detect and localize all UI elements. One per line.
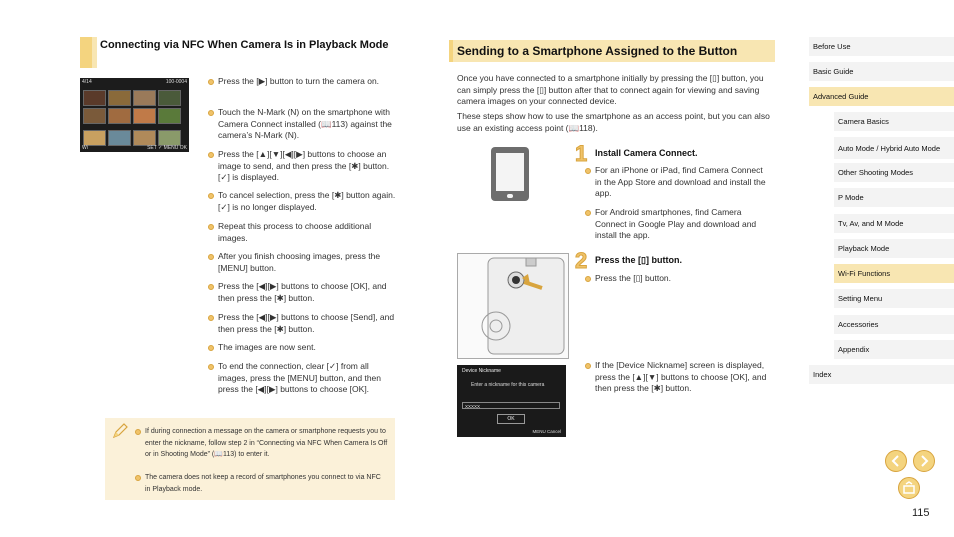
image-thumbnail — [83, 90, 106, 106]
nav-accessories[interactable]: Accessories — [834, 315, 954, 334]
image-thumbnail — [108, 108, 131, 124]
nickname-screen-title: Device Nickname — [462, 368, 501, 374]
bullet-item: To cancel selection, press the [✱] button again. [✓] is no longer displayed. — [218, 190, 396, 212]
bullet-item: Press the [◀][▶] buttons to choose [OK], and then press the [✱] button. — [218, 281, 396, 304]
section-marker — [80, 37, 92, 68]
nav-auto-mode[interactable]: Auto Mode / Hybrid Auto Mode — [834, 137, 954, 159]
smartphone-illustration — [491, 147, 529, 201]
prev-page-button[interactable] — [885, 450, 907, 472]
nav-index[interactable]: Index — [809, 365, 954, 384]
intro-paragraph-2: These steps show how to use the smartphone as an access point, but you can also use an existing access point (📖118). — [457, 111, 770, 133]
smartphone-screen — [496, 153, 524, 191]
screen-wifi-label: Wi — [82, 145, 88, 151]
note-box — [105, 418, 395, 500]
bullet-item: After you finish choosing images, press the [MENU] button. — [218, 251, 396, 274]
image-thumbnail — [83, 130, 106, 146]
step-title: Install Camera Connect. — [595, 148, 698, 158]
bullet-item: For an iPhone or iPad, find Camera Connect in the App Store and download and install the app. — [595, 165, 770, 200]
nav-setting-menu[interactable]: Setting Menu — [834, 289, 954, 308]
intro-paragraph: Once you have connected to a smartphone initially by pressing the [▯] button, you can simply press the [▯] button after that to connect again for viewing and saving camera images on your connected device. — [457, 73, 764, 106]
bullet-item: Repeat this process to choose additional images. — [218, 221, 396, 244]
bullet-item: Press the [▶] button to turn the camera on. — [218, 76, 393, 88]
nav-p-mode[interactable]: P Mode — [834, 188, 954, 207]
note-item: The camera does not keep a record of smartphones you connect to via NFC in Playback mode. — [145, 472, 388, 495]
section-marker-light — [92, 37, 97, 68]
image-thumbnail — [158, 130, 181, 146]
image-thumbnail — [133, 130, 156, 146]
nav-tv-av-m[interactable]: Tv, Av, and M Mode — [834, 214, 954, 233]
bullet-item: Press the [▲][▼][◀][▶] buttons to choose an image to send, and then press the [✱] button. [✓] is displayed. — [218, 149, 396, 184]
step-number: 1 — [575, 141, 588, 166]
nav-other-shooting[interactable]: Other Shooting Modes — [834, 163, 954, 182]
left-section-title: Connecting via NFC When Camera Is in Playback Mode — [100, 39, 389, 51]
right-section-title: Sending to a Smartphone Assigned to the Button — [457, 44, 738, 58]
step-number: 2 — [575, 248, 588, 273]
screen-counter: 4/14 — [82, 79, 92, 85]
camera-back-drawing — [458, 254, 568, 358]
bullet-item: Press the [◀][▶] buttons to choose [Send], and then press the [✱] button. — [218, 312, 395, 334]
bullet-item: For Android smartphones, find Camera Connect in Google Play and download and install the app. — [595, 207, 770, 242]
nav-wifi-functions[interactable]: Wi-Fi Functions — [834, 264, 954, 283]
note-item: If during connection a message on the camera or smartphone requests you to enter the nickname, follow step 2 in “Connecting via NFC When Camera Is Off or in Shooting Mode” (📖113) to enter it. — [145, 426, 388, 461]
nickname-prompt: Enter a nickname for this camera — [471, 382, 545, 388]
screen-controls: SET ✓ MENU OK — [147, 145, 187, 151]
chevron-left-icon — [886, 451, 906, 471]
image-thumbnail — [108, 90, 131, 106]
image-thumbnail — [83, 108, 106, 124]
smartphone-button — [507, 194, 513, 198]
bullet-item: If the [Device Nickname] screen is displayed, press the [▲][▼] buttons to choose [OK], and then press the [✱] button. — [595, 360, 770, 395]
return-button[interactable] — [898, 477, 920, 499]
nav-playback-mode[interactable]: Playback Mode — [834, 239, 954, 258]
nickname-field: XXXXX — [462, 402, 560, 409]
pencil-icon — [111, 422, 129, 440]
nav-basic-guide[interactable]: Basic Guide — [809, 62, 954, 81]
nickname-ok-button: OK — [497, 414, 525, 424]
bullet-item: Touch the N-Mark (N) on the smartphone with Camera Connect installed (📖113) against the camera’s N-Mark (N). — [218, 107, 396, 142]
bullet-item: Press the [▯] button. — [595, 273, 770, 285]
nav-before-use[interactable]: Before Use — [809, 37, 954, 56]
nav-camera-basics[interactable]: Camera Basics — [834, 112, 954, 131]
image-thumbnail — [158, 90, 181, 106]
bullet-item: The images are now sent. — [218, 342, 396, 354]
return-icon — [899, 478, 919, 498]
screen-file: 100-0004 — [165, 79, 187, 85]
step-title: Press the [▯] button. — [595, 255, 682, 265]
image-thumbnail — [133, 90, 156, 106]
image-thumbnail — [108, 130, 131, 146]
device-nickname-screen — [457, 365, 566, 437]
nav-advanced-guide[interactable]: Advanced Guide — [809, 87, 954, 106]
image-thumbnail — [158, 108, 181, 124]
image-thumbnail — [133, 108, 156, 124]
camera-playback-screen — [80, 78, 189, 152]
section-marker — [449, 40, 453, 62]
nickname-cancel: MENU Cancel — [532, 429, 561, 434]
camera-body-illustration — [457, 253, 569, 359]
next-page-button[interactable] — [913, 450, 935, 472]
page-number: 115 — [912, 507, 930, 519]
bullet-item: To end the connection, clear [✓] from all images, press the [MENU] button, and then press the [◀][▶] buttons to choose [OK]. — [218, 361, 396, 396]
nav-appendix[interactable]: Appendix — [834, 340, 954, 359]
chevron-right-icon — [914, 451, 934, 471]
